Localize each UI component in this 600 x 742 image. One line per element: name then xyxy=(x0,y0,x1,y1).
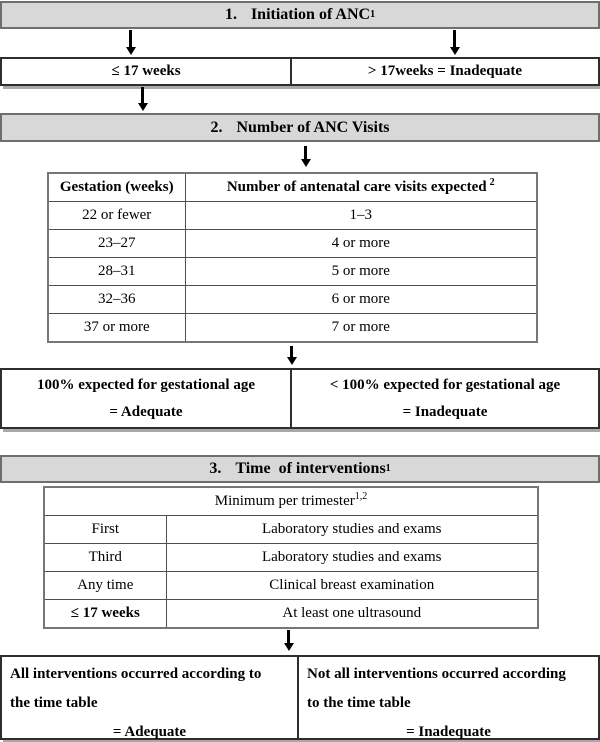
outcome-line: to the time table xyxy=(307,695,411,711)
footnote-marker: 2 xyxy=(489,177,495,188)
outcome-result: = Adequate xyxy=(112,724,187,740)
table-row: 28–31 5 or more xyxy=(48,258,537,286)
down-arrow-icon xyxy=(129,30,132,47)
branch-late-label: > 17weeks = Inadequate xyxy=(367,63,523,79)
visits-outcome-row xyxy=(0,368,600,429)
anc-visits-table xyxy=(47,172,538,343)
interventions-table xyxy=(43,486,539,629)
branch-early-label: ≤ 17 weeks xyxy=(111,63,181,79)
visits-outcome-inadequate xyxy=(292,370,598,427)
table-row: First Laboratory studies and exams xyxy=(44,516,538,544)
table-row: ≤ 17 weeks At least one ultrasound xyxy=(44,600,538,629)
interventions-outcome-inadequate xyxy=(299,657,598,738)
footnote-marker: 1,2 xyxy=(354,491,368,502)
section3-number: 3. xyxy=(209,460,222,477)
table-row: Any time Clinical breast examination xyxy=(44,572,538,600)
down-arrow-icon xyxy=(453,30,456,47)
visits-column-header: Number of antenatal care visits expected $^2$ xyxy=(185,173,537,202)
section3-header: 3. Time of interventions 1 xyxy=(0,455,600,483)
branch-late-initiation xyxy=(292,59,598,84)
interventions-outcome-adequate xyxy=(2,657,299,738)
section3-title: Time of interventions xyxy=(235,460,386,477)
section1-title: Initiation of ANC xyxy=(250,6,371,23)
down-arrow-icon xyxy=(304,146,307,159)
table-caption-row xyxy=(44,487,538,516)
outcome-line: All interventions occurred according to xyxy=(10,666,262,682)
section1-header: 1. Initiation of ANC 1 xyxy=(0,1,600,29)
interventions-caption: Minimum per trimester$^{1,2}$ xyxy=(44,487,538,516)
outcome-line: 100% expected for gestational age xyxy=(36,376,255,393)
table-row: 32–36 6 or more xyxy=(48,286,537,314)
section2-title: Number of ANC Visits xyxy=(236,118,390,136)
table-row: Third Laboratory studies and exams xyxy=(44,544,538,572)
down-arrow-icon xyxy=(290,346,293,357)
visits-outcome-adequate xyxy=(2,370,292,427)
outcome-line: = Adequate xyxy=(109,403,183,420)
gestation-column-header: Gestation (weeks) xyxy=(48,173,185,202)
outcome-line: = Inadequate xyxy=(402,403,488,420)
outcome-line: < 100% expected for gestational age xyxy=(329,376,561,393)
initiation-branch-row xyxy=(0,57,600,86)
outcome-line: the time table xyxy=(10,695,98,711)
table-header-row xyxy=(48,173,537,202)
branch-early-initiation xyxy=(2,59,292,84)
outcome-line: Not all interventions occurred according xyxy=(307,666,566,682)
table-row: 22 or fewer 1–3 xyxy=(48,202,537,230)
interventions-outcome-row xyxy=(0,655,600,740)
down-arrow-icon xyxy=(141,87,144,103)
table-row: 37 or more 7 or more xyxy=(48,314,537,343)
outcome-result: = Inadequate xyxy=(406,724,491,740)
table-row: 23–27 4 or more xyxy=(48,230,537,258)
down-arrow-icon xyxy=(287,630,290,643)
section2-number: 2. xyxy=(210,118,223,136)
section1-number: 1. xyxy=(224,6,237,23)
section2-header xyxy=(0,113,600,142)
